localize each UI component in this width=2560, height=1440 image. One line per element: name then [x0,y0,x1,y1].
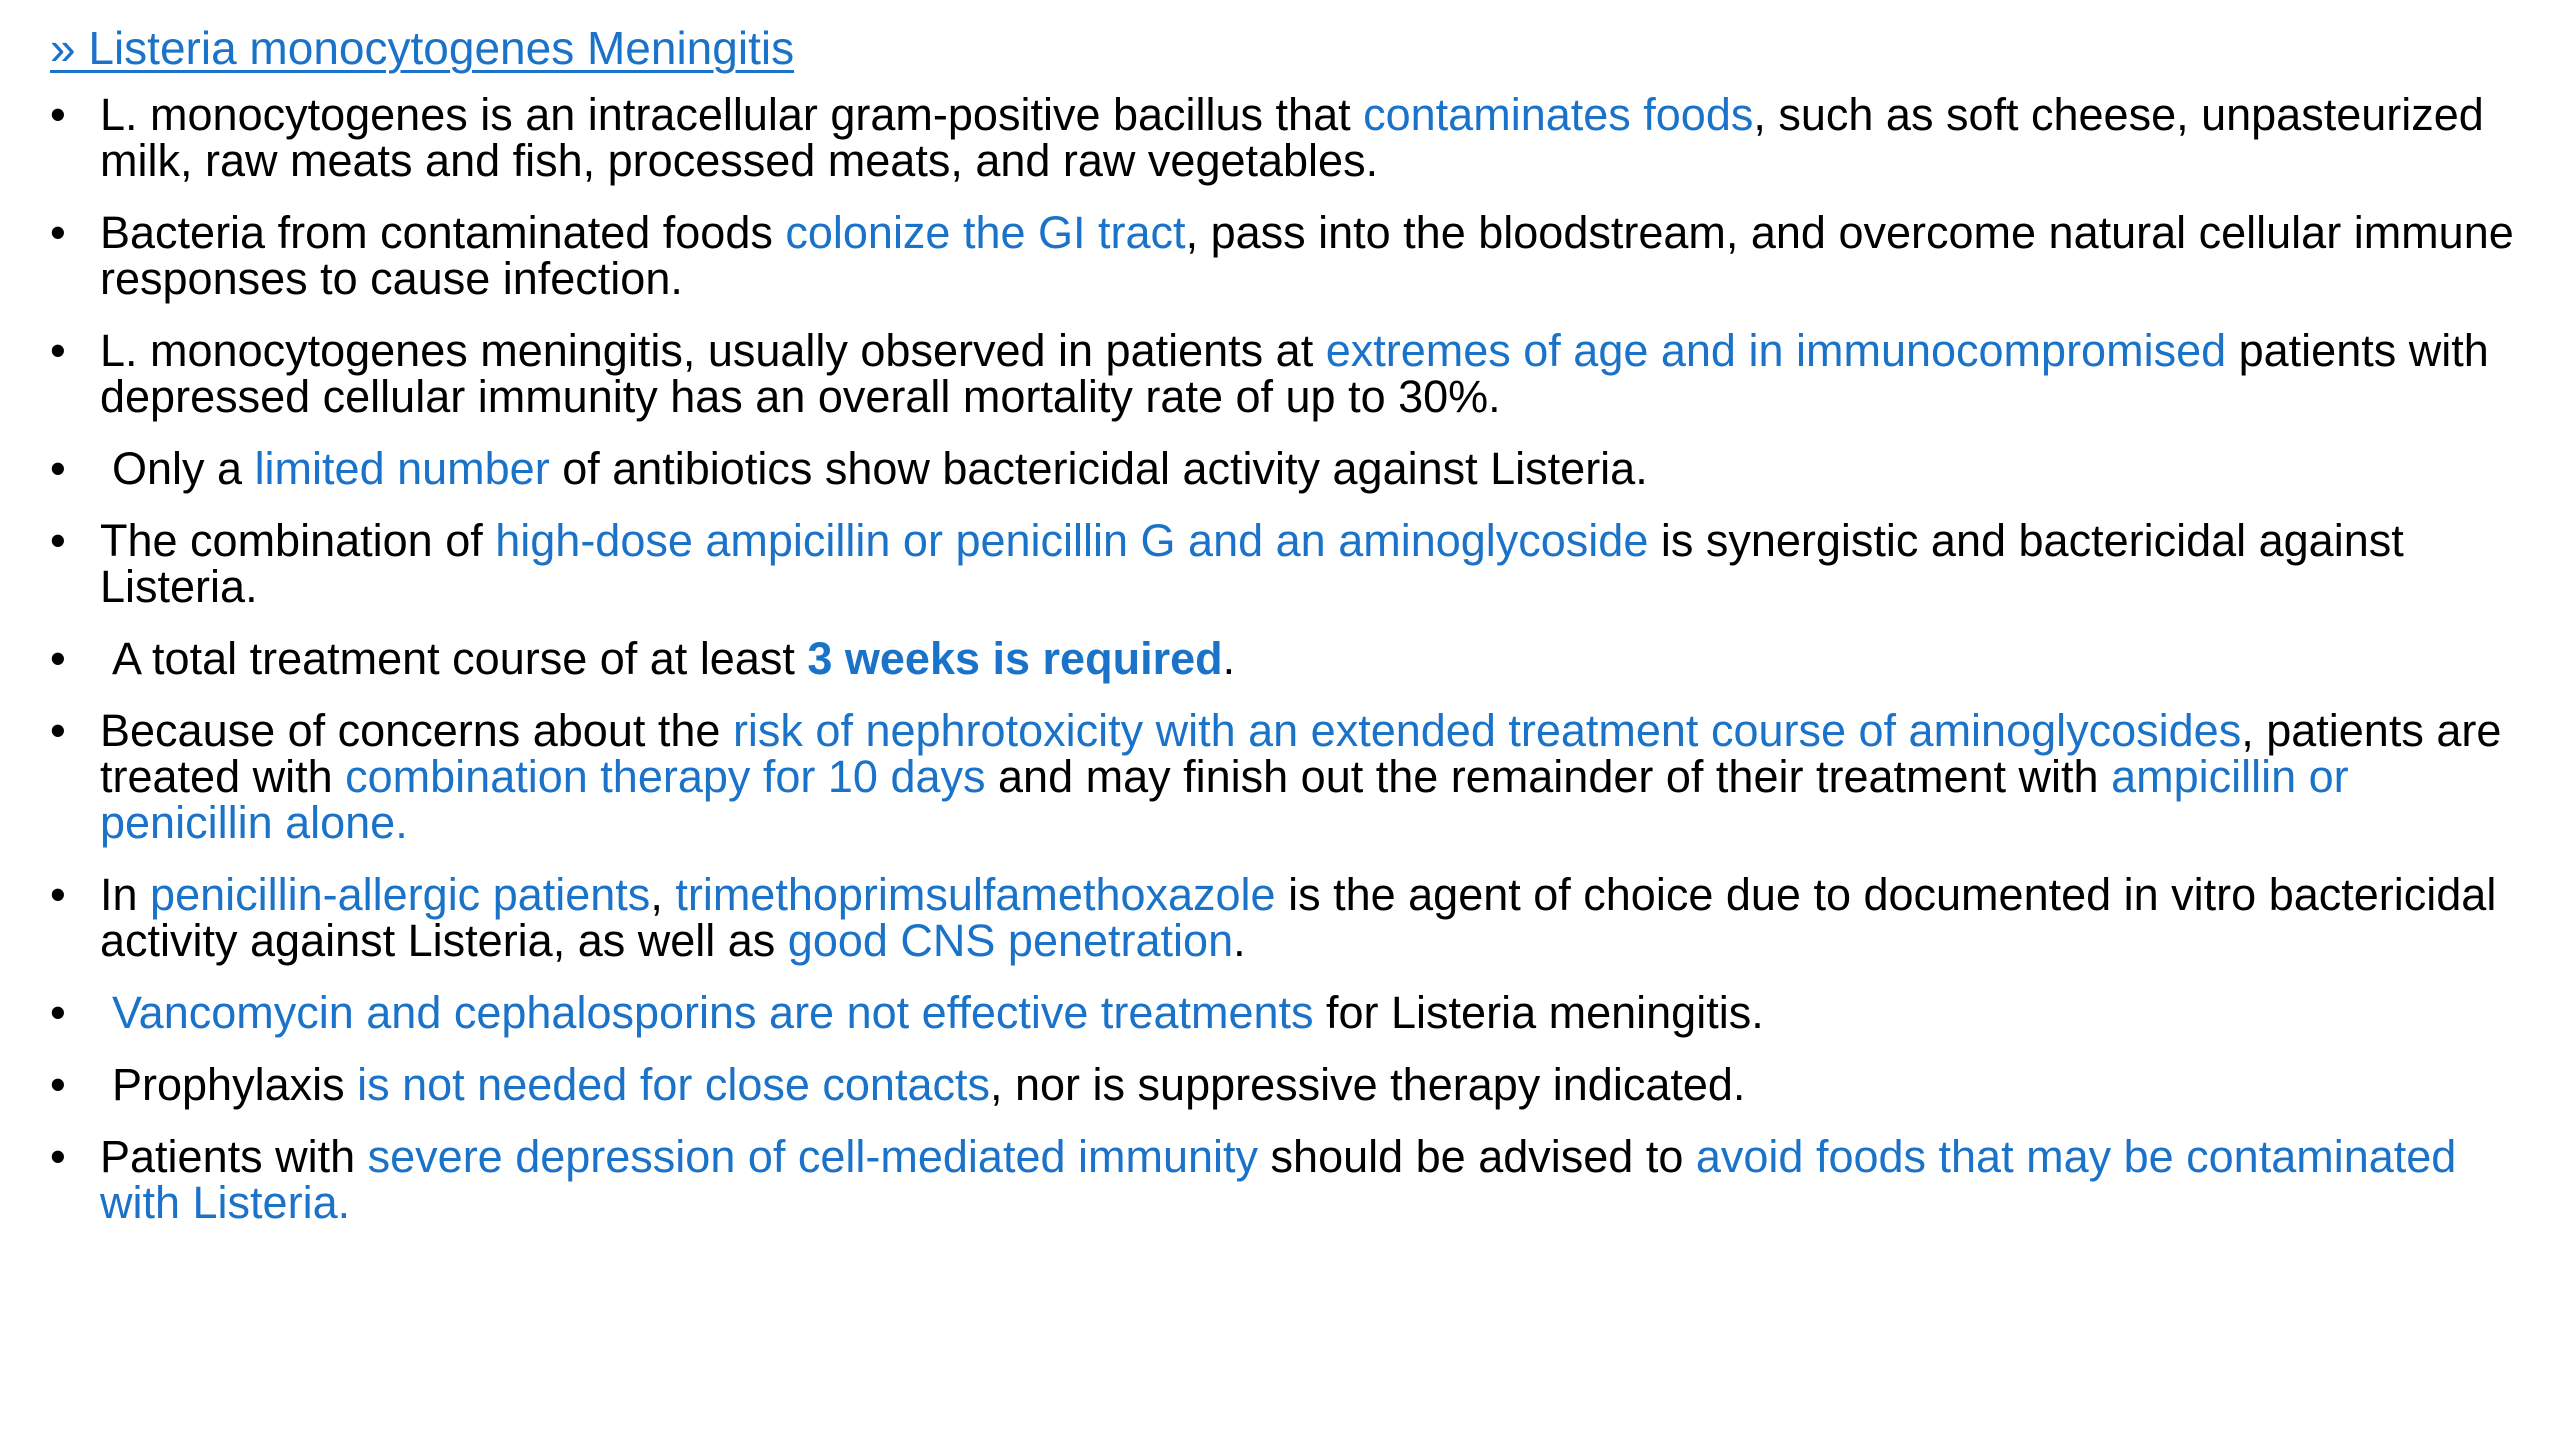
bullet-dot-icon: • [50,1059,66,1110]
highlight-text: avoid foods that may be contaminated with Listeria. [100,1131,2457,1228]
body-text: The combination of [100,515,496,566]
bullet-item [48,89,2518,186]
body-text: , such as soft cheese, unpasteurized milk, raw meats and fish, processed meats, and raw vegetables. [100,89,2484,186]
highlight-text: Vancomycin and cephalosporins are not effective treatments [112,987,1314,1038]
highlight-text: ampicillin or penicillin alone. [100,751,2349,848]
highlight-text: risk of nephrotoxicity with an extended treatment course of aminoglycosides [732,705,2242,756]
body-text: , nor is suppressive therapy indicated. [990,1059,1746,1110]
bullet-text [100,705,2501,848]
bullet-item [48,515,2518,612]
bullet-dot-icon: • [50,89,66,140]
body-text: . [1233,915,1246,966]
bullet-item [48,207,2518,304]
highlight-text: penicillin-allergic patients [150,869,651,920]
bullet-dot-icon: • [50,207,66,258]
bullet-text [100,987,1764,1038]
body-text: Patients with [100,1131,368,1182]
highlight-text: extremes of age and in immunocompromised [1325,325,2227,376]
body-text: and may finish out the remainder of their treatment with [985,751,2112,802]
bullet-text [100,1131,2456,1228]
bullet-text [100,207,2514,304]
body-text: , [650,869,676,920]
highlight-text: is not needed for close contacts [357,1059,990,1110]
body-text: for Listeria meningitis. [1313,987,1764,1038]
bullet-item [48,987,2518,1038]
body-text: Only a [112,443,255,494]
body-text: A total treatment course of at least [112,633,808,684]
body-text: In [100,869,151,920]
bullet-dot-icon: • [50,987,66,1038]
bullet-text [100,869,2496,966]
bullet-item [48,869,2518,966]
bullet-dot-icon: • [50,515,66,566]
bullet-text [100,89,2484,186]
bullet-item [48,705,2518,848]
highlight-text: contaminates foods [1363,89,1754,140]
bullet-text [100,633,1235,684]
highlight-text: combination therapy for 10 days [345,751,986,802]
body-text: should be advised to [1258,1131,1696,1182]
bullet-text [100,1059,1745,1110]
highlight-text: severe depression of cell-mediated immunity [367,1131,1259,1182]
bullet-dot-icon: • [50,325,66,376]
bullet-dot-icon: • [50,633,66,684]
bullet-item [48,1059,2518,1110]
body-text: Prophylaxis [112,1059,358,1110]
bullet-item [48,633,2518,684]
bullet-dot-icon: • [50,1131,66,1182]
highlight-text: limited number [254,443,550,494]
heading-link[interactable]: » Listeria monocytogenes Meningitis [50,22,795,74]
bullet-item [48,443,2518,494]
bullet-text [100,515,2404,612]
bullet-item [48,1131,2518,1228]
bullet-dot-icon: • [50,869,66,920]
highlight-text: high-dose ampicillin or penicillin G and an aminoglycoside [495,515,1649,566]
body-text: patients with depressed cellular immunity has an overall mortality rate of up to 30%. [100,325,2489,422]
body-text: Because of concerns about the [100,705,733,756]
body-text: . [1222,633,1236,684]
body-text: L. monocytogenes is an intracellular gram-positive bacillus that [100,89,1364,140]
bullet-dot-icon: • [50,443,66,494]
bullet-item [48,325,2518,422]
body-text: is synergistic and bactericidal against Listeria. [100,515,2404,612]
highlight-text: good CNS penetration [787,915,1234,966]
highlight-text: trimethoprimsulfamethoxazole [675,869,1276,920]
body-text: , pass into the bloodstream, and overcome natural cellular immune responses to cause infection. [100,207,2514,304]
bullet-text [100,443,1648,494]
highlight-bold-text: 3 weeks is required [807,633,1223,684]
body-text: of antibiotics show bactericidal activity against Listeria. [549,443,1648,494]
body-text: , patients are treated with [100,705,2502,802]
body-text: Bacteria from contaminated foods [100,207,786,258]
body-text: is the agent of choice due to documented in vitro bactericidal activity against Listeria, as well as [100,869,2497,966]
highlight-text: colonize the GI tract [785,207,1186,258]
bullet-dot-icon: • [50,705,66,756]
bullet-list [48,89,2518,1252]
body-text: L. monocytogenes meningitis, usually observed in patients at [100,325,1326,376]
bullet-text [100,325,2489,422]
